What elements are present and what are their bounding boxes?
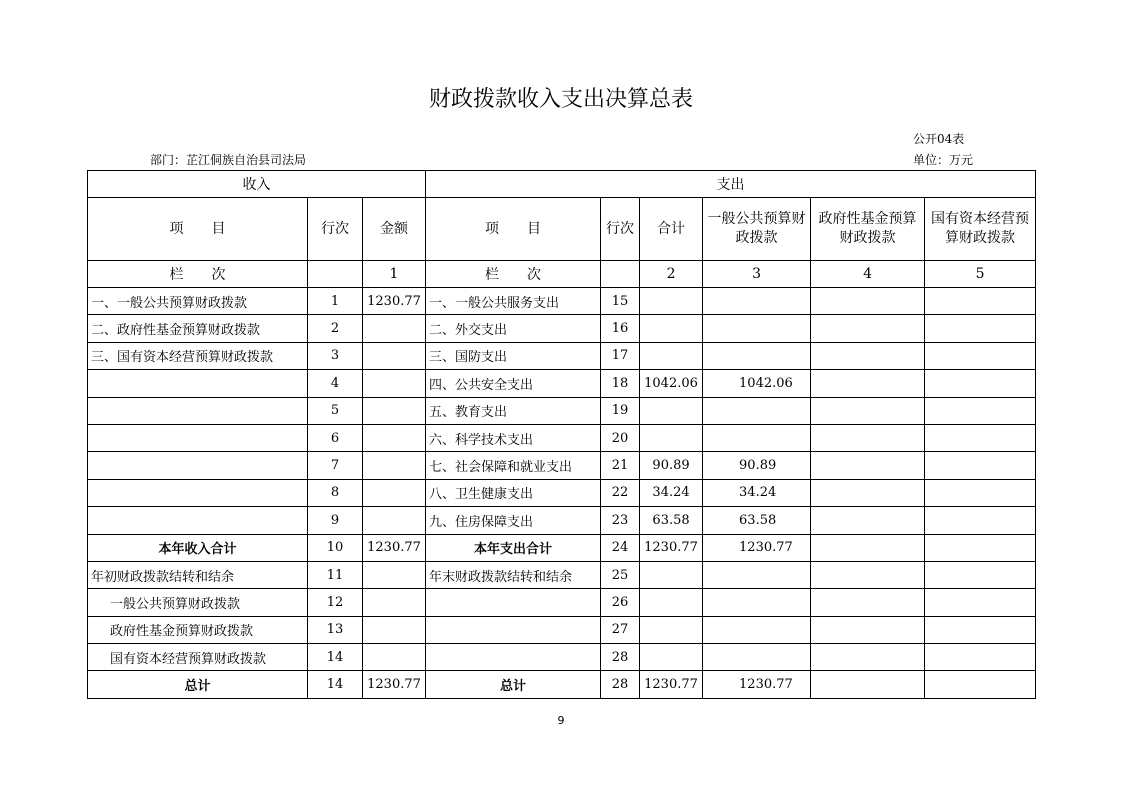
expense-item-cell: 三、国防支出 bbox=[426, 342, 601, 369]
total-cell: 1230.77 bbox=[640, 671, 703, 698]
total-cell bbox=[640, 424, 703, 451]
fund-budget-cell bbox=[811, 644, 925, 671]
expense-line-cell: 24 bbox=[601, 534, 640, 561]
general-budget-cell: 34.24 bbox=[703, 479, 811, 506]
income-amount-cell: 1230.77 bbox=[363, 671, 426, 698]
expense-line-cell: 15 bbox=[601, 288, 640, 315]
total-cell bbox=[640, 644, 703, 671]
income-amount-cell: 1230.77 bbox=[363, 288, 426, 315]
fiscal-summary-table bbox=[87, 170, 1036, 699]
income-amount-cell bbox=[363, 479, 426, 506]
income-amount-cell bbox=[363, 315, 426, 342]
fund-budget-cell bbox=[811, 370, 925, 397]
table-row bbox=[88, 616, 1036, 643]
state-capital-cell bbox=[925, 288, 1036, 315]
state-capital-cell bbox=[925, 342, 1036, 369]
expense-line-cell: 16 bbox=[601, 315, 640, 342]
expense-line-cell: 20 bbox=[601, 424, 640, 451]
general-budget-cell bbox=[703, 561, 811, 588]
expense-item-cell: 二、外交支出 bbox=[426, 315, 601, 342]
expense-item-cell bbox=[426, 644, 601, 671]
department-label: 部门：芷江侗族自治县司法局 bbox=[150, 153, 307, 167]
page-number: 9 bbox=[557, 714, 565, 727]
income-item-cell: 国有资本经营预算财政拨款 bbox=[88, 644, 308, 671]
income-item-cell bbox=[88, 452, 308, 479]
income-line-cell: 10 bbox=[308, 534, 363, 561]
unit-label: 单位：万元 bbox=[913, 153, 974, 167]
general-budget-cell: 1230.77 bbox=[703, 534, 811, 561]
expense-item-cell: 本年支出合计 bbox=[426, 534, 601, 561]
table-row bbox=[88, 644, 1036, 671]
table-row bbox=[88, 315, 1036, 342]
fund-budget-cell bbox=[811, 616, 925, 643]
column-index-exp-label: 栏 次 bbox=[426, 261, 601, 288]
total-cell: 1230.77 bbox=[640, 534, 703, 561]
income-amount-cell bbox=[363, 370, 426, 397]
expense-line-cell: 27 bbox=[601, 616, 640, 643]
income-item-cell bbox=[88, 479, 308, 506]
header-income-line: 行次 bbox=[308, 198, 363, 261]
expense-item-cell: 年末财政拨款结转和结余 bbox=[426, 561, 601, 588]
total-cell: 1042.06 bbox=[640, 370, 703, 397]
total-cell bbox=[640, 397, 703, 424]
page-title: 财政拨款收入支出决算总表 bbox=[428, 87, 693, 112]
fund-budget-cell bbox=[811, 315, 925, 342]
expense-line-cell: 21 bbox=[601, 452, 640, 479]
total-cell: 90.89 bbox=[640, 452, 703, 479]
fund-budget-cell bbox=[811, 479, 925, 506]
total-cell bbox=[640, 616, 703, 643]
general-budget-cell: 63.58 bbox=[703, 507, 811, 534]
fund-budget-cell bbox=[811, 452, 925, 479]
income-amount-cell bbox=[363, 397, 426, 424]
state-capital-cell bbox=[925, 424, 1036, 451]
income-amount-cell bbox=[363, 616, 426, 643]
header-general-budget: 一般公共预算财政拨款 bbox=[703, 198, 811, 261]
fund-budget-cell bbox=[811, 507, 925, 534]
income-item-cell: 三、国有资本经营预算财政拨款 bbox=[88, 342, 308, 369]
expense-item-cell: 总计 bbox=[426, 671, 601, 698]
state-capital-cell bbox=[925, 315, 1036, 342]
income-line-cell: 7 bbox=[308, 452, 363, 479]
general-budget-cell bbox=[703, 644, 811, 671]
header-state-capital: 国有资本经营预算财政拨款 bbox=[925, 198, 1036, 261]
state-capital-cell bbox=[925, 644, 1036, 671]
general-budget-cell: 90.89 bbox=[703, 452, 811, 479]
general-budget-cell bbox=[703, 616, 811, 643]
state-capital-cell bbox=[925, 507, 1036, 534]
table-row bbox=[88, 452, 1036, 479]
fund-budget-cell bbox=[811, 288, 925, 315]
state-capital-cell bbox=[925, 452, 1036, 479]
form-number: 公开04表 bbox=[913, 132, 965, 146]
general-budget-cell bbox=[703, 342, 811, 369]
state-capital-cell bbox=[925, 534, 1036, 561]
table-row bbox=[88, 507, 1036, 534]
general-budget-cell bbox=[703, 589, 811, 616]
expense-item-cell bbox=[426, 616, 601, 643]
income-amount-cell bbox=[363, 507, 426, 534]
header-income-amount: 金额 bbox=[363, 198, 426, 261]
table-row bbox=[88, 342, 1036, 369]
state-capital-cell bbox=[925, 589, 1036, 616]
general-budget-cell: 1230.77 bbox=[703, 671, 811, 698]
header-expense-item: 项 目 bbox=[426, 198, 601, 261]
column-index-4: 4 bbox=[811, 261, 925, 288]
header-income-item: 项 目 bbox=[88, 198, 308, 261]
income-line-cell: 11 bbox=[308, 561, 363, 588]
income-amount-cell bbox=[363, 424, 426, 451]
fund-budget-cell bbox=[811, 561, 925, 588]
column-index-row bbox=[88, 261, 1036, 288]
table-row bbox=[88, 561, 1036, 588]
state-capital-cell bbox=[925, 479, 1036, 506]
fund-budget-cell bbox=[811, 534, 925, 561]
header-total: 合计 bbox=[640, 198, 703, 261]
income-line-cell: 6 bbox=[308, 424, 363, 451]
income-item-cell bbox=[88, 507, 308, 534]
income-line-cell: 13 bbox=[308, 616, 363, 643]
expense-item-cell: 四、公共安全支出 bbox=[426, 370, 601, 397]
column-index-1: 1 bbox=[363, 261, 426, 288]
column-index-blank bbox=[601, 261, 640, 288]
expense-item-cell: 六、科学技术支出 bbox=[426, 424, 601, 451]
table-row bbox=[88, 589, 1036, 616]
income-amount-cell bbox=[363, 589, 426, 616]
income-line-cell: 5 bbox=[308, 397, 363, 424]
general-budget-cell bbox=[703, 315, 811, 342]
fund-budget-cell bbox=[811, 424, 925, 451]
income-item-cell: 二、政府性基金预算财政拨款 bbox=[88, 315, 308, 342]
income-amount-cell bbox=[363, 452, 426, 479]
expense-item-cell: 七、社会保障和就业支出 bbox=[426, 452, 601, 479]
total-cell bbox=[640, 315, 703, 342]
column-index-3: 3 bbox=[703, 261, 811, 288]
table-row bbox=[88, 671, 1036, 698]
income-line-cell: 8 bbox=[308, 479, 363, 506]
income-line-cell: 3 bbox=[308, 342, 363, 369]
income-amount-cell bbox=[363, 342, 426, 369]
total-cell bbox=[640, 589, 703, 616]
income-line-cell: 1 bbox=[308, 288, 363, 315]
column-index-2: 2 bbox=[640, 261, 703, 288]
income-item-cell: 政府性基金预算财政拨款 bbox=[88, 616, 308, 643]
total-cell bbox=[640, 561, 703, 588]
column-index-label: 栏 次 bbox=[88, 261, 308, 288]
income-item-cell: 一般公共预算财政拨款 bbox=[88, 589, 308, 616]
expense-item-cell: 八、卫生健康支出 bbox=[426, 479, 601, 506]
expense-line-cell: 22 bbox=[601, 479, 640, 506]
column-header-row bbox=[88, 198, 1036, 261]
header-expense-line: 行次 bbox=[601, 198, 640, 261]
total-cell: 34.24 bbox=[640, 479, 703, 506]
table-row bbox=[88, 534, 1036, 561]
total-cell bbox=[640, 288, 703, 315]
expense-line-cell: 25 bbox=[601, 561, 640, 588]
income-amount-cell: 1230.77 bbox=[363, 534, 426, 561]
state-capital-cell bbox=[925, 561, 1036, 588]
expense-line-cell: 23 bbox=[601, 507, 640, 534]
state-capital-cell bbox=[925, 616, 1036, 643]
income-line-cell: 14 bbox=[308, 644, 363, 671]
income-item-cell bbox=[88, 397, 308, 424]
expense-item-cell: 五、教育支出 bbox=[426, 397, 601, 424]
income-line-cell: 4 bbox=[308, 370, 363, 397]
column-index-blank bbox=[308, 261, 363, 288]
expense-line-cell: 26 bbox=[601, 589, 640, 616]
state-capital-cell bbox=[925, 370, 1036, 397]
fund-budget-cell bbox=[811, 589, 925, 616]
expense-line-cell: 17 bbox=[601, 342, 640, 369]
fund-budget-cell bbox=[811, 342, 925, 369]
expense-section-header: 支出 bbox=[426, 171, 1036, 198]
general-budget-cell bbox=[703, 424, 811, 451]
expense-line-cell: 28 bbox=[601, 671, 640, 698]
section-header-row bbox=[88, 171, 1036, 198]
income-item-cell: 年初财政拨款结转和结余 bbox=[88, 561, 308, 588]
column-index-5: 5 bbox=[925, 261, 1036, 288]
income-line-cell: 2 bbox=[308, 315, 363, 342]
state-capital-cell bbox=[925, 397, 1036, 424]
income-amount-cell bbox=[363, 561, 426, 588]
income-line-cell: 9 bbox=[308, 507, 363, 534]
income-amount-cell bbox=[363, 644, 426, 671]
table-row bbox=[88, 479, 1036, 506]
general-budget-cell: 1042.06 bbox=[703, 370, 811, 397]
expense-line-cell: 28 bbox=[601, 644, 640, 671]
table-row bbox=[88, 397, 1036, 424]
state-capital-cell bbox=[925, 671, 1036, 698]
header-fund-budget: 政府性基金预算财政拨款 bbox=[811, 198, 925, 261]
expense-line-cell: 18 bbox=[601, 370, 640, 397]
income-line-cell: 12 bbox=[308, 589, 363, 616]
expense-line-cell: 19 bbox=[601, 397, 640, 424]
income-item-cell: 一、一般公共预算财政拨款 bbox=[88, 288, 308, 315]
expense-item-cell: 九、住房保障支出 bbox=[426, 507, 601, 534]
total-cell bbox=[640, 342, 703, 369]
income-item-cell bbox=[88, 424, 308, 451]
general-budget-cell bbox=[703, 397, 811, 424]
fund-budget-cell bbox=[811, 397, 925, 424]
income-item-cell: 本年收入合计 bbox=[88, 534, 308, 561]
expense-item-cell bbox=[426, 589, 601, 616]
table-row bbox=[88, 424, 1036, 451]
income-line-cell: 14 bbox=[308, 671, 363, 698]
total-cell: 63.58 bbox=[640, 507, 703, 534]
table-row bbox=[88, 288, 1036, 315]
income-item-cell bbox=[88, 370, 308, 397]
table-row bbox=[88, 370, 1036, 397]
expense-item-cell: 一、一般公共服务支出 bbox=[426, 288, 601, 315]
income-section-header: 收入 bbox=[88, 171, 426, 198]
general-budget-cell bbox=[703, 288, 811, 315]
fund-budget-cell bbox=[811, 671, 925, 698]
income-item-cell: 总计 bbox=[88, 671, 308, 698]
